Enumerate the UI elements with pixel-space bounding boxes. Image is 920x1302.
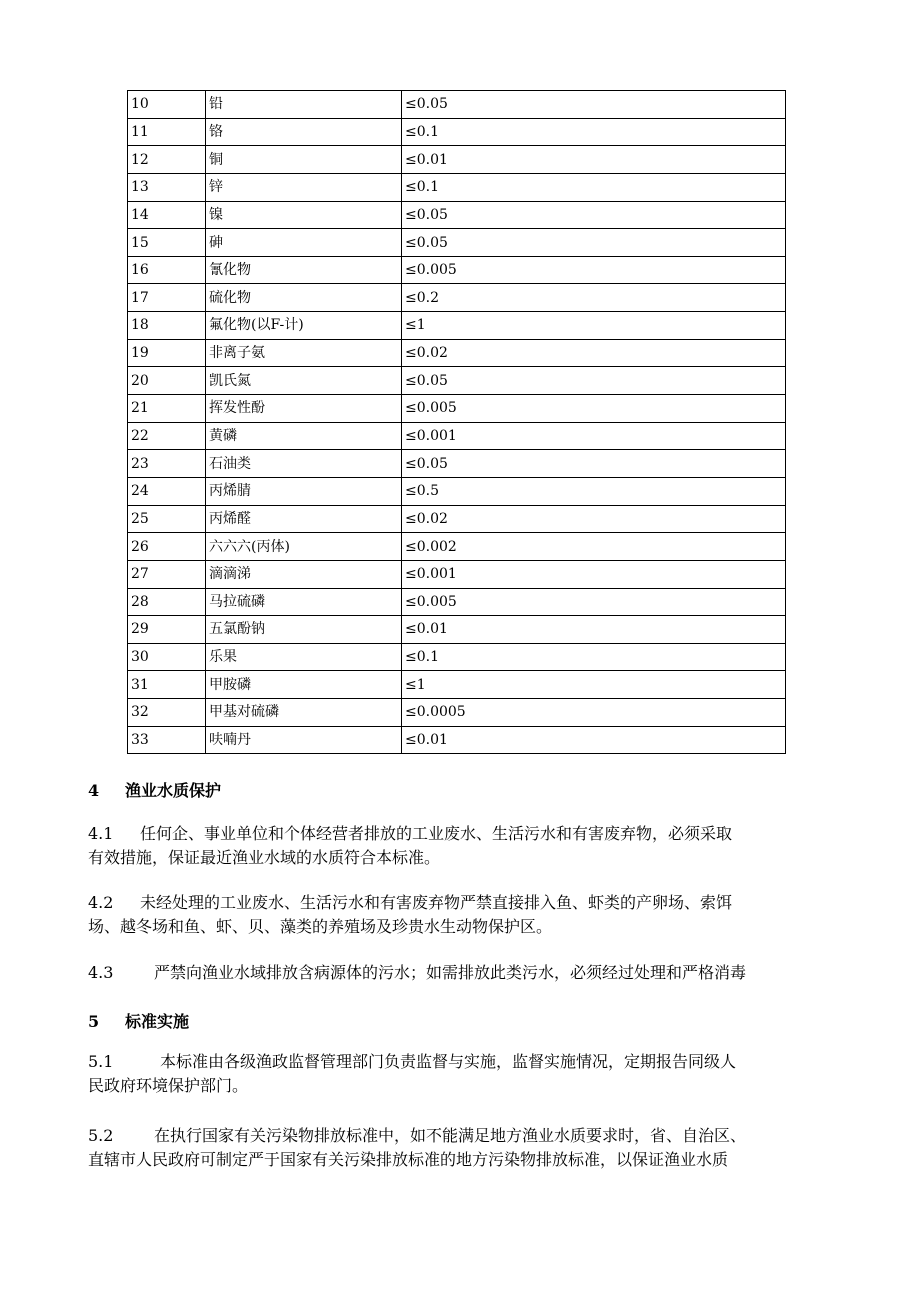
cell-number: 30 (128, 643, 206, 671)
table-row (128, 560, 786, 588)
table-row (128, 312, 786, 340)
paragraph-text-line: 任何企、事业单位和个体经营者排放的工业废水、生活污水和有害废弃物，必须采取 (140, 824, 733, 843)
table-row (128, 229, 786, 257)
cell-number: 19 (128, 339, 206, 367)
cell-limit: ≤0.05 (402, 367, 786, 395)
section-title: 渔业水质保护 (125, 781, 222, 800)
cell-item: 镍 (206, 201, 402, 229)
table-row (128, 201, 786, 229)
cell-limit: ≤0.005 (402, 588, 786, 616)
cell-item: 凯氏氮 (206, 367, 402, 395)
cell-item: 甲基对硫磷 (206, 699, 402, 727)
paragraph-text-line: 未经处理的工业废水、生活污水和有害废弃物严禁直接排入鱼、虾类的产卵场、索饵 (140, 893, 733, 912)
table-row (128, 367, 786, 395)
cell-item: 丙烯腈 (206, 477, 402, 505)
paragraph-5-1 (88, 1050, 833, 1098)
section-number: 4 (88, 781, 100, 800)
cell-number: 28 (128, 588, 206, 616)
paragraph-5-2 (88, 1124, 833, 1172)
cell-limit: ≤0.001 (402, 560, 786, 588)
table-row (128, 616, 786, 644)
cell-number: 22 (128, 422, 206, 450)
cell-item: 铬 (206, 118, 402, 146)
paragraph-text-line: 严禁向渔业水域排放含病源体的污水；如需排放此类污水，必须经过处理和严格消毒 (154, 963, 747, 982)
cell-item: 六六六(丙体) (206, 533, 402, 561)
cell-limit: ≤1 (402, 312, 786, 340)
table-row (128, 395, 786, 423)
cell-number: 21 (128, 395, 206, 423)
paragraph-text-line: 场、越冬场和鱼、虾、贝、藻类的养殖场及珍贵水生动物保护区。 (88, 917, 553, 936)
cell-limit: ≤0.005 (402, 256, 786, 284)
table-row (128, 643, 786, 671)
paragraph-text-line: 本标准由各级渔政监督管理部门负责监督与实施，监督实施情况，定期报告同级人 (160, 1052, 737, 1071)
cell-limit: ≤0.05 (402, 229, 786, 257)
paragraph-number: 4.3 (88, 963, 114, 982)
section-title: 标准实施 (125, 1012, 190, 1031)
table-row (128, 699, 786, 727)
table-row (128, 173, 786, 201)
cell-limit: ≤0.002 (402, 533, 786, 561)
cell-item: 滴滴涕 (206, 560, 402, 588)
cell-number: 15 (128, 229, 206, 257)
paragraph-number: 5.2 (88, 1126, 114, 1145)
section-5-heading (88, 1009, 189, 1032)
cell-number: 26 (128, 533, 206, 561)
cell-item: 铅 (206, 91, 402, 119)
cell-number: 18 (128, 312, 206, 340)
cell-limit: ≤0.1 (402, 643, 786, 671)
cell-item: 氰化物 (206, 256, 402, 284)
table-row (128, 671, 786, 699)
table-row (128, 726, 786, 754)
cell-limit: ≤0.01 (402, 726, 786, 754)
cell-item: 氟化物(以F-计) (206, 312, 402, 340)
cell-limit: ≤0.005 (402, 395, 786, 423)
cell-number: 24 (128, 477, 206, 505)
cell-limit: ≤0.05 (402, 201, 786, 229)
table-row (128, 477, 786, 505)
table-row (128, 256, 786, 284)
table-row (128, 505, 786, 533)
paragraph-text-line: 有效措施，保证最近渔业水域的水质符合本标准。 (88, 848, 441, 867)
paragraph-text-line: 直辖市人民政府可制定严于国家有关污染排放标准的地方污染物排放标准，以保证渔业水质 (88, 1150, 729, 1169)
table-row (128, 533, 786, 561)
cell-limit: ≤0.5 (402, 477, 786, 505)
cell-item: 五氯酚钠 (206, 616, 402, 644)
paragraph-4-1 (88, 822, 833, 870)
cell-number: 29 (128, 616, 206, 644)
cell-limit: ≤0.0005 (402, 699, 786, 727)
table-row (128, 339, 786, 367)
cell-number: 10 (128, 91, 206, 119)
cell-limit: ≤0.05 (402, 450, 786, 478)
cell-item: 砷 (206, 229, 402, 257)
cell-number: 27 (128, 560, 206, 588)
cell-limit: ≤1 (402, 671, 786, 699)
cell-item: 呋喃丹 (206, 726, 402, 754)
table-body (128, 91, 786, 754)
section-4-heading (88, 778, 221, 801)
cell-item: 黄磷 (206, 422, 402, 450)
cell-number: 11 (128, 118, 206, 146)
cell-item: 非离子氨 (206, 339, 402, 367)
section-number: 5 (88, 1012, 100, 1031)
paragraph-number: 4.1 (88, 824, 114, 843)
cell-item: 丙烯醛 (206, 505, 402, 533)
cell-item: 石油类 (206, 450, 402, 478)
table-row (128, 422, 786, 450)
paragraph-4-2 (88, 891, 833, 939)
table-row (128, 118, 786, 146)
cell-number: 32 (128, 699, 206, 727)
cell-limit: ≤0.02 (402, 505, 786, 533)
water-quality-standard-table (127, 90, 786, 754)
cell-item: 铜 (206, 146, 402, 174)
cell-number: 20 (128, 367, 206, 395)
cell-item: 挥发性酚 (206, 395, 402, 423)
cell-item: 马拉硫磷 (206, 588, 402, 616)
cell-limit: ≤0.01 (402, 616, 786, 644)
cell-number: 13 (128, 173, 206, 201)
table-row (128, 146, 786, 174)
table-row (128, 588, 786, 616)
cell-item: 锌 (206, 173, 402, 201)
table-row (128, 450, 786, 478)
paragraph-4-3 (88, 961, 833, 985)
paragraph-text-line: 民政府环境保护部门。 (88, 1076, 249, 1095)
cell-limit: ≤0.01 (402, 146, 786, 174)
cell-number: 25 (128, 505, 206, 533)
cell-limit: ≤0.1 (402, 173, 786, 201)
cell-limit: ≤0.05 (402, 91, 786, 119)
cell-number: 12 (128, 146, 206, 174)
table-row (128, 91, 786, 119)
paragraph-text-line: 在执行国家有关污染物排放标准中，如不能满足地方渔业水质要求时，省、自治区、 (154, 1126, 747, 1145)
cell-number: 23 (128, 450, 206, 478)
cell-limit: ≤0.2 (402, 284, 786, 312)
cell-limit: ≤0.1 (402, 118, 786, 146)
cell-number: 16 (128, 256, 206, 284)
paragraph-number: 4.2 (88, 893, 114, 912)
cell-number: 31 (128, 671, 206, 699)
cell-limit: ≤0.001 (402, 422, 786, 450)
table-row (128, 284, 786, 312)
cell-number: 33 (128, 726, 206, 754)
cell-item: 乐果 (206, 643, 402, 671)
paragraph-number: 5.1 (88, 1052, 114, 1071)
cell-item: 硫化物 (206, 284, 402, 312)
cell-item: 甲胺磷 (206, 671, 402, 699)
cell-number: 17 (128, 284, 206, 312)
cell-limit: ≤0.02 (402, 339, 786, 367)
cell-number: 14 (128, 201, 206, 229)
